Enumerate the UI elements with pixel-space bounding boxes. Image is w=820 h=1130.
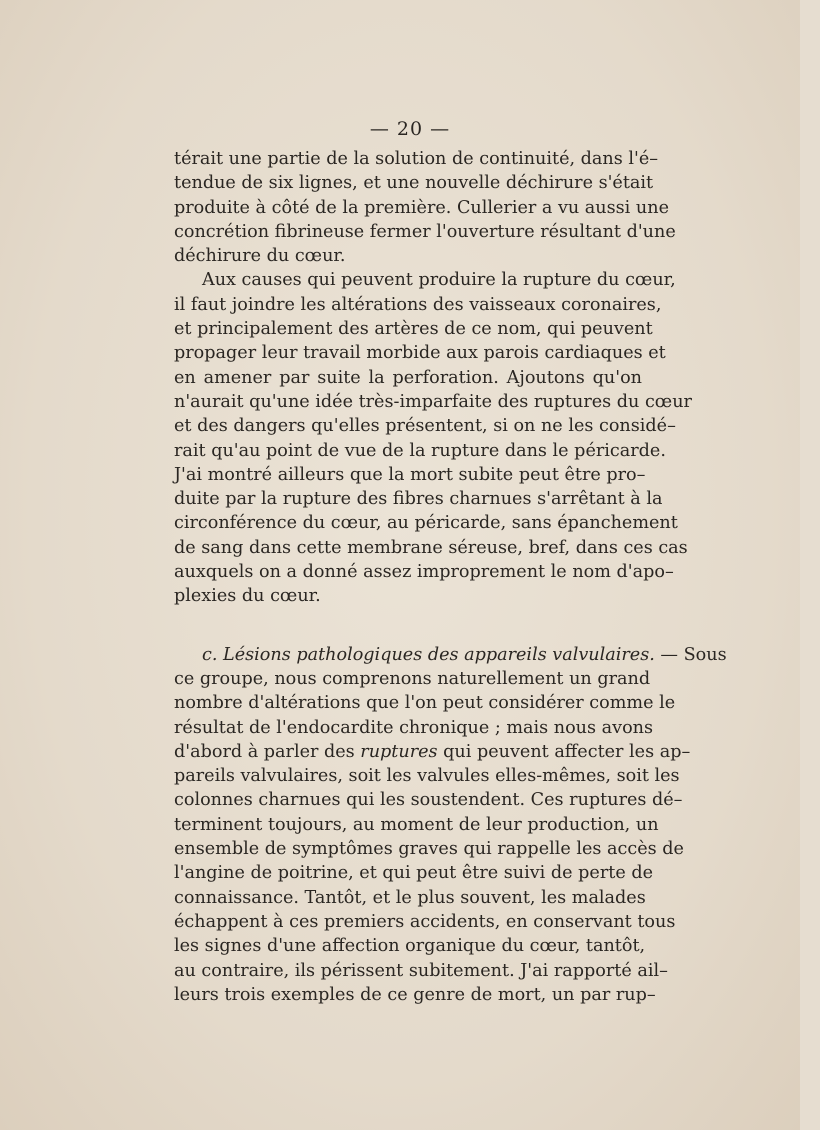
emphasis-ruptures: ruptures <box>360 741 438 762</box>
text-line: concrétion fibrineuse fermer l'ouverture résultant d'une <box>174 221 676 242</box>
text-line: auxquels on a donné assez improprement le nom d'apo– <box>174 562 674 583</box>
text-line-with-emphasis <box>174 740 691 764</box>
text-line: connaissance. Tantôt, et le plus souvent, les malades <box>174 887 646 908</box>
text-line: il faut joindre les altérations des vaisseaux coronaires, <box>174 294 662 315</box>
text-line: duite par la rupture des fibres charnues s'arrêtant à la <box>174 489 663 510</box>
text-line: ce groupe, nous comprenons naturellement un grand <box>174 668 651 689</box>
text-line: de sang dans cette membrane séreuse, bref, dans ces cas <box>174 537 688 558</box>
text-line: produite à côté de la première. Cullerier a vu aussi une <box>174 197 669 218</box>
text-line: en amener par suite la perforation. Ajoutons qu'on <box>174 367 642 388</box>
section-valvular-lesions <box>174 643 727 1007</box>
section-heading: c. Lésions pathologiques des appareils valvulaires. <box>202 644 655 665</box>
text-line: térait une partie de la solution de continuité, dans l'é– <box>174 149 659 169</box>
section-heading-continuation: — Sous <box>660 644 727 665</box>
text-line: les signes d'une affection organique du cœur, tantôt, <box>174 936 646 957</box>
text-fragment: qui peuvent affecter les ap– <box>437 741 691 762</box>
text-line: n'aurait qu'une idée très-imparfaite des ruptures du cœur <box>174 391 692 412</box>
paragraph-causes <box>174 268 692 608</box>
text-line: propager leur travail morbide aux parois cardiaques et <box>174 343 666 364</box>
text-line: l'angine de poitrine, et qui peut être suivi de perte de <box>174 863 653 884</box>
text-line: J'ai montré ailleurs que la mort subite peut être pro– <box>174 464 646 485</box>
body-text <box>174 147 727 1007</box>
text-line: et des dangers qu'elles présentent, si on ne les considé– <box>174 416 676 437</box>
paragraph-gap <box>174 609 642 643</box>
text-line: ensemble de symptômes graves qui rappelle les accès de <box>174 839 684 860</box>
text-line: résultat de l'endocardite chronique ; mais nous avons <box>174 717 654 738</box>
text-line: échappent à ces premiers accidents, en conservant tous <box>174 911 676 932</box>
text-line: terminent toujours, au moment de leur production, un <box>174 814 659 835</box>
text-line: rait qu'au point de vue de la rupture dans le péricarde. <box>174 440 666 461</box>
text-line: leurs trois exemples de ce genre de mort, un par rup– <box>174 984 656 1005</box>
text-line: pareils valvulaires, soit les valvules elles-mêmes, soit les <box>174 766 680 787</box>
text-line: nombre d'altérations que l'on peut considérer comme le <box>174 693 676 714</box>
text-fragment: d'abord à parler des <box>174 741 361 762</box>
text-line: et principalement des artères de ce nom, qui peuvent <box>174 319 653 340</box>
page-number: — 20 — <box>369 118 451 140</box>
section-heading-line <box>174 643 727 667</box>
text-line: tendue de six lignes, et une nouvelle déchirure s'était <box>174 173 654 194</box>
text-line: plexies du cœur. <box>174 586 321 607</box>
text-line: déchirure du cœur. <box>174 246 346 267</box>
text-line: au contraire, ils périssent subitement. J'ai rapporté ail– <box>174 960 668 981</box>
text-line: circonférence du cœur, au péricarde, sans épanchement <box>174 513 678 534</box>
text-line: colonnes charnues qui les soustendent. Ces ruptures dé– <box>174 790 683 811</box>
paragraph-continuation <box>174 147 676 268</box>
text-line: Aux causes qui peuvent produire la rupture du cœur, <box>202 270 676 291</box>
